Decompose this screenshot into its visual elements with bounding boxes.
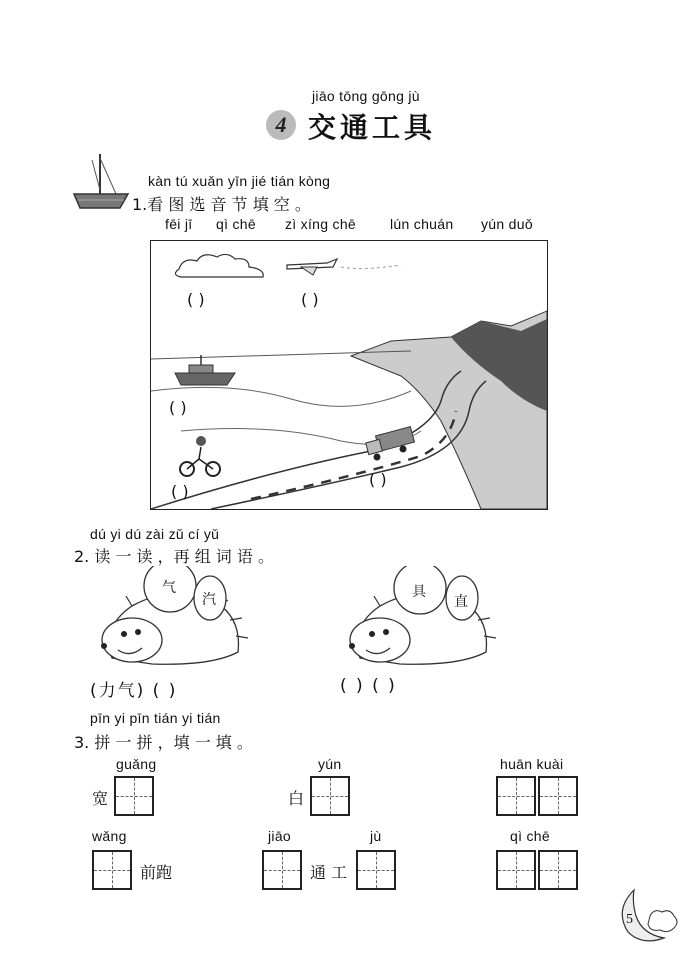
answer-box-guang[interactable] [114, 776, 154, 816]
section2-pinyin: dú yi dú zài zǔ cí yǔ [90, 526, 220, 542]
scene-blank-bicycle: ( ) [171, 482, 189, 501]
pinyin-huan-kuai: huān kuài [500, 756, 564, 772]
char-kuan: 宽 [92, 789, 109, 808]
section1-heading: 1.看 图 选 音 节 填 空 。 [132, 195, 311, 214]
pinyin-ju: jù [370, 828, 382, 844]
section1-pinyin: kàn tú xuǎn yīn jié tián kòng [148, 173, 331, 189]
section3-pinyin: pīn yi pīn tián yi tián [90, 710, 221, 726]
chars-tong-gong: 通 工 [310, 863, 348, 882]
ship-icon [175, 355, 235, 385]
hedgehog-left [92, 566, 252, 676]
truck-icon [366, 427, 415, 461]
option-ship: lún chuán [390, 216, 454, 232]
page-title: 交通工具 [308, 111, 437, 144]
answer-box-kuai[interactable] [538, 776, 578, 816]
pinyin-guang: guǎng [116, 756, 157, 772]
moon-icon [612, 886, 682, 946]
lesson-number-badge: 4 [266, 110, 296, 140]
title-pinyin: jiāo tōng gōng jù [312, 88, 420, 104]
fruit-char-qi-vapor: 汽 [202, 592, 216, 608]
option-cloud: yún duǒ [481, 216, 533, 232]
answer-box-jiao[interactable] [262, 850, 302, 890]
chars-qian-pao: 前跑 [140, 863, 173, 882]
fruit-char-qi: 气 [162, 580, 176, 596]
sailboat-icon [70, 150, 130, 212]
option-airplane: fēi jī [165, 216, 193, 232]
answer-box-qi[interactable] [496, 850, 536, 890]
fruit-char-ju: 具 [412, 584, 426, 600]
scene-blank-airplane: ( ) [301, 290, 319, 309]
pinyin-qi-che: qì chē [510, 828, 550, 844]
airplane-icon [287, 259, 401, 275]
cloud-icon [175, 254, 263, 277]
answer-box-huan[interactable] [496, 776, 536, 816]
hedgehog-right [340, 566, 500, 676]
scene-blank-car: ( ) [369, 470, 387, 489]
answer-box-che[interactable] [538, 850, 578, 890]
section3-heading: 3. 拼 一 拼 ，填 一 填 。 [74, 733, 253, 752]
scene-blank-cloud: ( ) [187, 290, 205, 309]
pinyin-wang: wǎng [92, 828, 127, 844]
option-bicycle: zì xíng chē [285, 216, 357, 232]
answer-box-yun[interactable] [310, 776, 350, 816]
bicycle-icon [180, 436, 220, 476]
char-bai: 白 [288, 789, 305, 808]
fruit-char-zhi: 直 [454, 594, 468, 610]
answer-box-wang[interactable] [92, 850, 132, 890]
page-number: 5 [626, 912, 633, 927]
answer-box-ju[interactable] [356, 850, 396, 890]
answer-right[interactable]: ( ) ( ) [340, 676, 397, 696]
option-car: qì chē [216, 216, 256, 232]
scene-blank-ship: ( ) [169, 398, 187, 417]
pinyin-yun: yún [318, 756, 342, 772]
transport-scene-illustration [150, 240, 548, 510]
answer-left[interactable]: (力气) ( ) [90, 681, 178, 701]
pinyin-jiao: jiāo [268, 828, 291, 844]
section2-heading: 2. 读 一 读 ，再 组 词 语 。 [74, 547, 274, 566]
